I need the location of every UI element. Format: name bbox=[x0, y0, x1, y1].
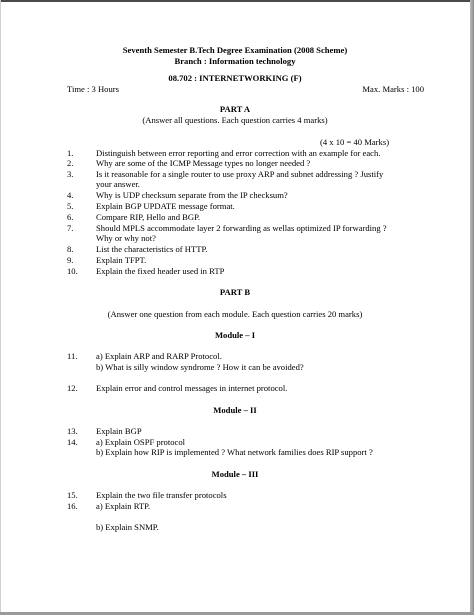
question-text: Explain the two file transfer protocols bbox=[96, 490, 227, 500]
question-text: Distinguish between error reporting and error correction with an example for each. bbox=[96, 148, 381, 158]
part-b-title: PART B bbox=[219, 287, 251, 297]
question-number: 12. bbox=[67, 383, 78, 393]
question-text: List the characteristics of HTTP. bbox=[96, 244, 208, 254]
question-number: 3. bbox=[67, 169, 74, 179]
window-left-border bbox=[0, 0, 1, 615]
module-1-title: Module – I bbox=[214, 330, 256, 340]
question-text: a) Explain OSPF protocol bbox=[96, 437, 186, 447]
question-number: 14. bbox=[67, 437, 78, 447]
question-number: 7. bbox=[67, 223, 74, 233]
question-text: Explain the fixed header used in RTP bbox=[96, 266, 225, 276]
question-number: 6. bbox=[67, 212, 74, 222]
question-number: 1. bbox=[67, 148, 74, 158]
question-number: 5. bbox=[67, 201, 74, 211]
window-right-border bbox=[470, 0, 474, 615]
question-text: b) Explain how RIP is implemented ? What network families does RIP support ? bbox=[96, 447, 373, 457]
question-text: Is it reasonable for a single router to use proxy ARP and subnet addressing ? Justify bbox=[96, 169, 384, 179]
question-number: 9. bbox=[67, 255, 74, 265]
time-limit: Time : 3 Hours bbox=[67, 84, 119, 94]
exam-title: Seventh Semester B.Tech Degree Examination (2008 Scheme) bbox=[122, 45, 348, 55]
question-text: Explain BGP UPDATE message format. bbox=[96, 201, 235, 211]
question-number: 16. bbox=[67, 501, 78, 511]
window-top-border bbox=[0, 0, 474, 2]
question-text: Compare RIP, Hello and BGP. bbox=[96, 212, 201, 222]
branch-line: Branch : Information technology bbox=[174, 56, 296, 66]
part-a-instruction: (Answer all questions. Each question carries 4 marks) bbox=[142, 115, 328, 125]
question-number: 11. bbox=[67, 351, 78, 361]
question-text: a) Explain ARP and RARP Protocol. bbox=[96, 351, 222, 361]
question-text: b) Explain SNMP. bbox=[96, 522, 159, 532]
course-title: 08.702 : INTERNETWORKING (F) bbox=[168, 73, 302, 83]
question-text: Why are some of the ICMP Message types no longer needed ? bbox=[96, 158, 311, 168]
question-text-continued: Why or why not? bbox=[96, 233, 156, 243]
max-marks: Max. Marks : 100 bbox=[362, 84, 424, 94]
question-text: Explain TFPT. bbox=[96, 255, 147, 265]
part-a-title: PART A bbox=[219, 104, 251, 114]
question-text: Explain BGP bbox=[96, 426, 142, 436]
question-text: Why is UDP checksum separate from the IP checksum? bbox=[96, 190, 288, 200]
question-number: 8. bbox=[67, 244, 74, 254]
question-text: a) Explain RTP. bbox=[96, 501, 151, 511]
module-3-title: Module – III bbox=[211, 469, 259, 479]
part-a-marks: (4 x 10 = 40 Marks) bbox=[320, 137, 390, 147]
question-text-continued: your answer. bbox=[96, 179, 140, 189]
question-text: b) What is silly window syndrome ? How it can be avoided? bbox=[96, 362, 304, 372]
part-b-instruction: (Answer one question from each module. Each question carries 20 marks) bbox=[107, 309, 363, 319]
question-text: Explain error and control messages in internet protocol. bbox=[96, 383, 288, 393]
question-number: 13. bbox=[67, 426, 78, 436]
question-number: 2. bbox=[67, 158, 74, 168]
question-number: 4. bbox=[67, 190, 74, 200]
question-text: Should MPLS accommodate layer 2 forwarding as wellas optimized IP forwarding ? bbox=[96, 223, 387, 233]
question-number: 10. bbox=[67, 266, 78, 276]
question-number: 15. bbox=[67, 490, 78, 500]
module-2-title: Module – II bbox=[213, 405, 257, 415]
